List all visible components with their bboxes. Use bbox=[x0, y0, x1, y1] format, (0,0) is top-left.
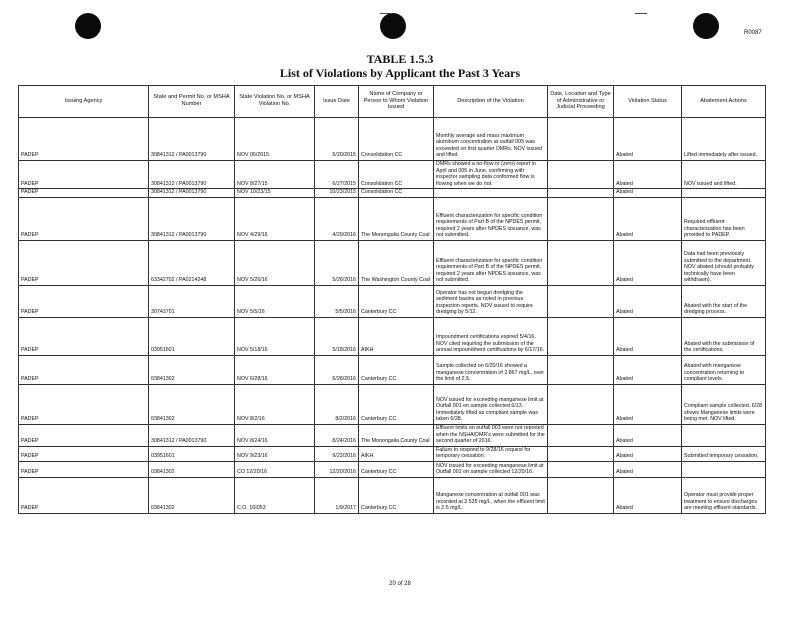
cell-agency: PADEP bbox=[19, 161, 149, 189]
table-row bbox=[19, 355, 766, 384]
cell-violation-no: NOV 4/29/16 bbox=[235, 197, 315, 240]
cell-description: Failure to respond to 9/28/16 request for temporary cessation. bbox=[434, 446, 548, 461]
cell-issue-date: 5/5/2016 bbox=[315, 285, 359, 317]
cell-violation-no: NOV 8/27/15 bbox=[235, 161, 315, 189]
cell-description: NOV issued for exceeding manganese limit at Outfall 001 on sample collected 6/13. Immediately lifted as compliant sample was taken 6/28. bbox=[434, 384, 548, 424]
cell-company: AIKH bbox=[359, 317, 434, 355]
cell-issue-date: 6/28/2016 bbox=[315, 355, 359, 384]
cell-agency: PADEP bbox=[19, 355, 149, 384]
cell-status: Abated bbox=[614, 240, 682, 285]
cell-description: Effluent characterization for specific condition requirements of Part B of the NPDES permit, required 2 years after NPDES issuance, was not submitted. bbox=[434, 197, 548, 240]
cell-company: Canterbury CC bbox=[359, 477, 434, 513]
col-header-abatement: Abatement Actions bbox=[682, 86, 766, 118]
cell-issue-date: 1/9/2017 bbox=[315, 477, 359, 513]
cell-permit: 30841312 / PA0013790 bbox=[149, 118, 235, 161]
cell-status: Abated bbox=[614, 197, 682, 240]
punch-hole-right-icon bbox=[693, 13, 719, 39]
cell-violation-no: NOV 8/2/16 bbox=[235, 384, 315, 424]
cell-description: Effluent limits on outfall 003 were not reported when the NSHA/DMR's were submitted for the second quarter of 2016. bbox=[434, 424, 548, 446]
col-header-violation-no: State Violation No. or MSHA Violation No. bbox=[235, 86, 315, 118]
table-row bbox=[19, 384, 766, 424]
cell-agency: PADEP bbox=[19, 477, 149, 513]
cell-description: Manganese concentration at outfall 001 was recorded at 2.535 mg/L, when the effluent limit is 2.5 mg/L. bbox=[434, 477, 548, 513]
cell-company: The Monongalia County Coal bbox=[359, 197, 434, 240]
cell-proceeding bbox=[548, 240, 614, 285]
cell-violation-no: NOV 8/24/16 bbox=[235, 424, 315, 446]
col-header-proceeding: Date, Location and Type of Administrative or Judicial Proceeding bbox=[548, 86, 614, 118]
cell-violation-no: C.O. 16I053 bbox=[235, 477, 315, 513]
cell-proceeding bbox=[548, 118, 614, 161]
cell-description: NOV issued for exceeding manganese limit at Outfall 001 on sample collected 12/20/16. bbox=[434, 461, 548, 477]
punch-hole-left-icon bbox=[75, 13, 101, 39]
cell-permit: 03951601 bbox=[149, 317, 235, 355]
cell-abatement bbox=[682, 461, 766, 477]
cell-abatement: Required effluent characterization has been provided to PADEP. bbox=[682, 197, 766, 240]
cell-agency: PADEP bbox=[19, 240, 149, 285]
cell-company: Consolidation CC bbox=[359, 161, 434, 189]
cell-issue-date: 5/20/2015 bbox=[315, 118, 359, 161]
cell-abatement: Compliant sample collected. 6/28 shows Manganese limits were being met. NOV lifted. bbox=[682, 384, 766, 424]
cell-violation-no: CO 12/20/16 bbox=[235, 461, 315, 477]
table-row bbox=[19, 424, 766, 446]
cell-abatement bbox=[682, 424, 766, 446]
cell-company: AIKH bbox=[359, 446, 434, 461]
cell-status: Abated bbox=[614, 446, 682, 461]
cell-permit: 30841312 / PA0013790 bbox=[149, 161, 235, 189]
table-row bbox=[19, 285, 766, 317]
cell-company: Canterbury CC bbox=[359, 285, 434, 317]
cell-agency: PADEP bbox=[19, 197, 149, 240]
cell-proceeding bbox=[548, 285, 614, 317]
cell-description: Impoundment certifications expired 5/4/16. NOV cited requiring the submission of the annual impoundment certifications by 6/17/16. bbox=[434, 317, 548, 355]
cell-issue-date: 8/24/2016 bbox=[315, 424, 359, 446]
cell-permit: 03841302 bbox=[149, 355, 235, 384]
cell-status: Abated bbox=[614, 461, 682, 477]
cell-status: Abated bbox=[614, 317, 682, 355]
table-row bbox=[19, 446, 766, 461]
cell-company: Canterbury CC bbox=[359, 461, 434, 477]
table-row bbox=[19, 317, 766, 355]
cell-agency: PADEP bbox=[19, 461, 149, 477]
col-header-status: Violation Status bbox=[614, 86, 682, 118]
col-header-company: Name of Company or Person to Whom Violation Issued bbox=[359, 86, 434, 118]
col-header-permit: State and Permit No. or MSHA Number bbox=[149, 86, 235, 118]
cell-issue-date: 5/26/2016 bbox=[315, 240, 359, 285]
cell-status: Abated bbox=[614, 285, 682, 317]
col-header-description: Description of the Violation bbox=[434, 86, 548, 118]
cell-proceeding bbox=[548, 161, 614, 189]
scan-mark bbox=[635, 13, 647, 14]
cell-proceeding bbox=[548, 317, 614, 355]
cell-issue-date: 5/18/2016 bbox=[315, 317, 359, 355]
cell-description: Operator has not begun dredging the sediment basins as noted in previous inspection reports. NOV issued to require dredging by 5/12. bbox=[434, 285, 548, 317]
violations-table bbox=[18, 85, 766, 514]
cell-agency: PADEP bbox=[19, 317, 149, 355]
corner-code: R0087 bbox=[744, 30, 762, 36]
cell-issue-date: 8/2/2016 bbox=[315, 384, 359, 424]
cell-abatement: Data had been previously submitted to the department. NOV abated (should probably technically have been withdrawn). bbox=[682, 240, 766, 285]
cell-abatement: Abated with manganese concentration returning to compliant levels. bbox=[682, 355, 766, 384]
cell-status: Abated bbox=[614, 189, 682, 198]
cell-company: Consolidation CC bbox=[359, 189, 434, 198]
cell-description: Monthly average and mass maximum aluminum concentration at outfall 005 was exceeded on first quarter DMRs. NOV issued and lifted. bbox=[434, 118, 548, 161]
cell-abatement bbox=[682, 189, 766, 198]
cell-description: Effluent characterization for specific condition requirements of Part B of the NPDES permit, required 2 years after NPDES issuance, was not submitted. bbox=[434, 240, 548, 285]
cell-description: Sample collected on 6/20/16 showed a manganese concentration of 2.867 mg/L, over the limit of 2.5. bbox=[434, 355, 548, 384]
cell-proceeding bbox=[548, 446, 614, 461]
cell-status: Abated bbox=[614, 384, 682, 424]
cell-abatement: Operator must provide proper treatment to ensure discharges are meeting effluent standards. bbox=[682, 477, 766, 513]
cell-company: Consolidation CC bbox=[359, 118, 434, 161]
punch-hole-center-icon bbox=[380, 13, 406, 39]
cell-violation-no: NOV 5/18/16 bbox=[235, 317, 315, 355]
cell-proceeding bbox=[548, 384, 614, 424]
col-header-issue-date: Issue Date bbox=[315, 86, 359, 118]
cell-description: DMRs showed a no-flow or (zero) report in April and 005 in June, confirming with inspector sampling data conformed flow is flowing when we do not. bbox=[434, 161, 548, 189]
table-title: List of Violations by Applicant the Past 3 Years bbox=[279, 66, 521, 80]
table-header-row bbox=[19, 86, 766, 118]
cell-violation-no: NOV 06/2015 bbox=[235, 118, 315, 161]
cell-company: The Monongalia County Coal bbox=[359, 424, 434, 446]
cell-proceeding bbox=[548, 197, 614, 240]
cell-company: The Washington County Coal bbox=[359, 240, 434, 285]
cell-status: Abated bbox=[614, 355, 682, 384]
page-number: 20 of 28 bbox=[389, 581, 411, 587]
cell-status: Abated bbox=[614, 161, 682, 189]
cell-proceeding bbox=[548, 355, 614, 384]
cell-proceeding bbox=[548, 477, 614, 513]
cell-company: Canterbury CC bbox=[359, 384, 434, 424]
cell-proceeding bbox=[548, 461, 614, 477]
cell-status: Abated bbox=[614, 477, 682, 513]
cell-agency: PADEP bbox=[19, 446, 149, 461]
cell-agency: PADEP bbox=[19, 285, 149, 317]
table-number: TABLE 1.5.3 bbox=[366, 52, 434, 66]
table-row bbox=[19, 161, 766, 189]
table-body bbox=[19, 118, 766, 514]
cell-agency: PADEP bbox=[19, 424, 149, 446]
cell-abatement: Submitted temporary cessation. bbox=[682, 446, 766, 461]
cell-violation-no: NOV 5/5/16 bbox=[235, 285, 315, 317]
cell-permit: 03841302 bbox=[149, 477, 235, 513]
cell-violation-no: NOV 5/26/16 bbox=[235, 240, 315, 285]
cell-description bbox=[434, 189, 548, 198]
col-header-agency: Issuing Agency bbox=[19, 86, 149, 118]
table-row bbox=[19, 240, 766, 285]
cell-issue-date: 6/27/2015 bbox=[315, 161, 359, 189]
cell-permit: 63342702 / PA0214248 bbox=[149, 240, 235, 285]
cell-agency: PADEP bbox=[19, 384, 149, 424]
cell-violation-no: NOV 9/23/16 bbox=[235, 446, 315, 461]
cell-permit: 03841302 bbox=[149, 461, 235, 477]
cell-permit: 30841312 / PA0013790 bbox=[149, 424, 235, 446]
cell-permit: 03841302 bbox=[149, 384, 235, 424]
cell-abatement: NOV issued and lifted. bbox=[682, 161, 766, 189]
cell-abatement: Abated with the start of the dredging process. bbox=[682, 285, 766, 317]
cell-permit: 30743701 bbox=[149, 285, 235, 317]
cell-abatement: Abated with the submission of the certifications. bbox=[682, 317, 766, 355]
cell-issue-date: 12/20/2016 bbox=[315, 461, 359, 477]
cell-status: Abated bbox=[614, 118, 682, 161]
cell-proceeding bbox=[548, 424, 614, 446]
table-row bbox=[19, 461, 766, 477]
cell-permit: 30841312 / PA0013790 bbox=[149, 189, 235, 198]
table-row bbox=[19, 197, 766, 240]
cell-abatement: Lifted immediately after issued. bbox=[682, 118, 766, 161]
cell-permit: 30841312 / PA0013790 bbox=[149, 197, 235, 240]
cell-issue-date: 9/23/2016 bbox=[315, 446, 359, 461]
cell-issue-date: 10/23/2015 bbox=[315, 189, 359, 198]
cell-agency: PADEP bbox=[19, 118, 149, 161]
scan-mark bbox=[380, 13, 392, 14]
table-row bbox=[19, 189, 766, 198]
cell-permit: 03951601 bbox=[149, 446, 235, 461]
cell-violation-no: NOV 10/23/15 bbox=[235, 189, 315, 198]
cell-issue-date: 4/29/2016 bbox=[315, 197, 359, 240]
cell-proceeding bbox=[548, 189, 614, 198]
table-row bbox=[19, 118, 766, 161]
cell-violation-no: NOV 6/28/16 bbox=[235, 355, 315, 384]
cell-agency: PADEP bbox=[19, 189, 149, 198]
cell-status: Abated bbox=[614, 424, 682, 446]
cell-company: Canterbury CC bbox=[359, 355, 434, 384]
table-row bbox=[19, 477, 766, 513]
